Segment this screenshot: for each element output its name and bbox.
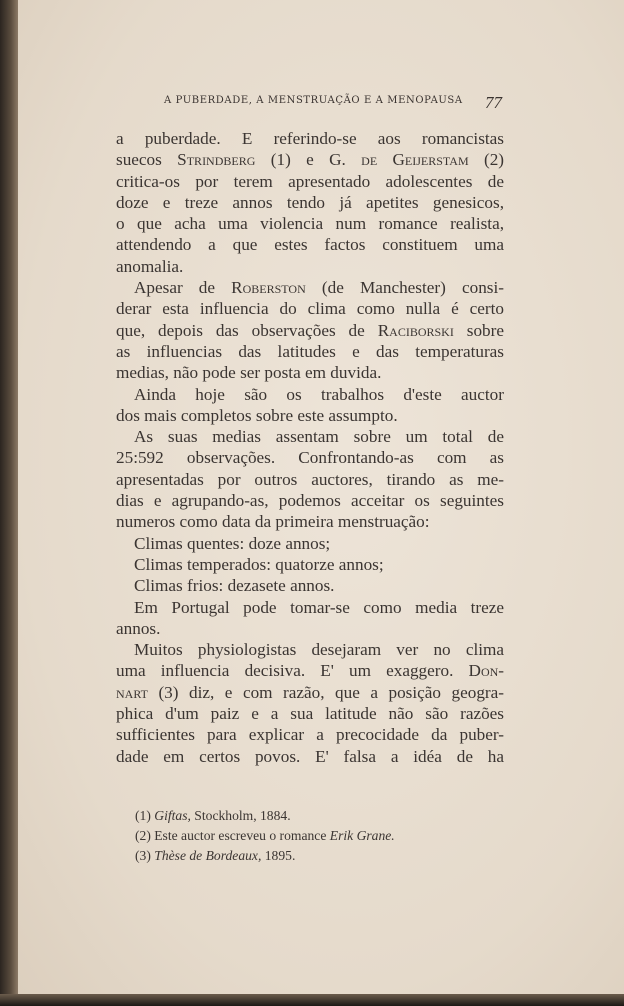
book-page <box>18 0 624 994</box>
text-line: annos. <box>116 618 161 638</box>
text-line: suecos Strindberg (1) e G. de Geijerstam (2) <box>116 150 505 170</box>
text-line: o que acha uma violencia num romance realista, <box>116 214 504 234</box>
author-name: Don- <box>468 661 504 681</box>
text-line: numeros como data da primeira menstruação: <box>116 512 430 532</box>
page-bottom-edge <box>0 994 624 1006</box>
footnote-3: (3) Thèse de Bordeaux, 1895. <box>135 848 296 863</box>
text-line: attendendo a que estes factos constituem uma <box>116 235 504 255</box>
text-line: dos mais completos sobre este assumpto. <box>116 405 398 425</box>
author-name: Raciborski <box>377 320 454 340</box>
text-line: Apesar de Roberston (de Manchester) consi- <box>134 278 504 298</box>
footnotes <box>135 806 495 866</box>
author-name: Strindberg <box>177 150 256 170</box>
text-line: 25:592 observações. Confrontando-as com as <box>116 448 504 468</box>
author-name: Geijerstam <box>392 150 469 170</box>
page-number: 77 <box>485 93 502 112</box>
text-line: phica d'um paiz e a sua latitude não são razões <box>116 704 504 724</box>
text-line: a puberdade. E referindo-se aos romancistas <box>116 129 504 148</box>
text-line: dade em certos povos. E' falsa a idéa de ha <box>116 746 504 766</box>
text-line: dias e agrupando-as, podemos acceitar os seguintes <box>116 491 504 511</box>
text-line: Ainda hoje são os trabalhos d'este auctor <box>134 384 504 404</box>
author-name: Roberston <box>231 278 306 298</box>
book-spine-shadow <box>0 0 18 1006</box>
text-line: doze e treze annos tendo já apetites genesicos, <box>116 192 504 212</box>
text-line: derar esta influencia do clima como nulla é certo <box>116 299 504 319</box>
text-line: anomalia. <box>116 256 184 276</box>
text-line: Em Portugal pode tomar-se como media treze <box>134 597 504 617</box>
footnote-2: (2) Este auctor escreveu o romance Erik Grane. <box>135 828 395 843</box>
text-line: que, depois das observações de Raciborski sobre <box>116 320 504 340</box>
text-line: As suas medias assentam sobre um total de <box>134 427 504 447</box>
text-line: medias, não pode ser posta em duvida. <box>116 363 382 383</box>
text-line: Climas frios: dezasete annos. <box>134 576 335 596</box>
text-line: Muitos physiologistas desejaram ver no clima <box>134 640 504 660</box>
text-line: Climas quentes: doze annos; <box>134 533 331 553</box>
text-line: sufficientes para explicar a precocidade da puber- <box>116 725 504 745</box>
author-name: nart <box>116 682 148 702</box>
text-line: as influencias das latitudes e das temperaturas <box>116 341 504 361</box>
text-line: critica-os por terem apresentado adolescentes de <box>116 171 504 191</box>
text-line: Climas temperados: quatorze annos; <box>134 554 384 574</box>
body-text <box>116 128 504 767</box>
text-line: uma influencia decisiva. E' um exaggero. Don- <box>116 661 504 681</box>
text-line: apresentadas por outros auctores, tirando as me- <box>116 469 504 489</box>
footnote-1: (1) Giftas, Stockholm, 1884. <box>135 808 291 823</box>
running-header: A PUBERDADE, A MENSTRUAÇÃO E A MENOPAUSA <box>164 95 463 106</box>
text-line: nart (3) diz, e com razão, que a posição geogra- <box>116 682 504 702</box>
